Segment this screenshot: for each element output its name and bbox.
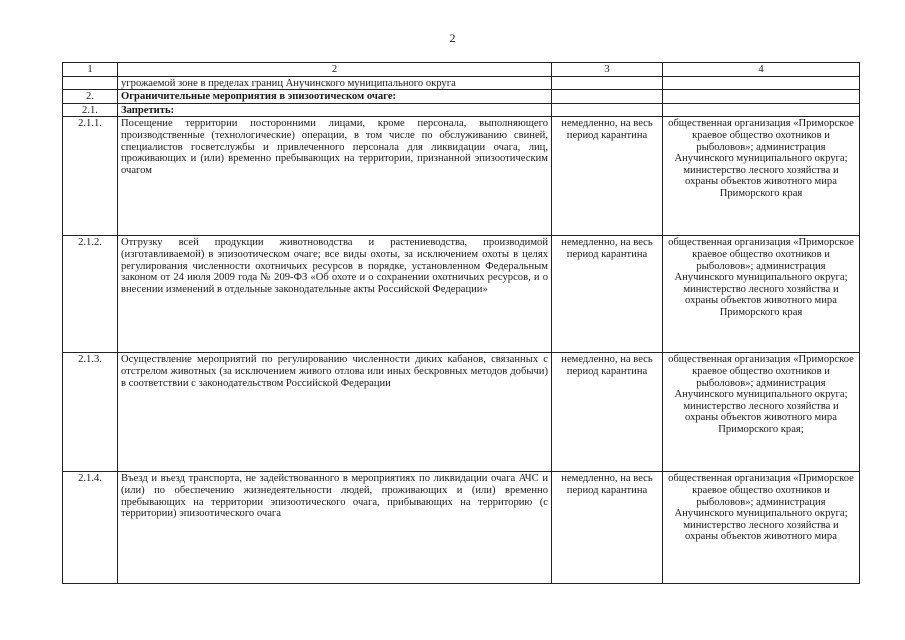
measures-table [62, 62, 860, 584]
term-cell: немедленно, на весь период карантина [552, 117, 663, 236]
table-row [63, 90, 860, 104]
measure-text: Отгрузку всей продукции животноводства и растениеводства, производимой (изготавливаемой) в эпизоотическом очаге; все виды охоты, за исключением охоты в целях регулирования численности охотничьих ресурсов в порядке, установленном Федеральным законом от 24 июля 2009 года № 209-ФЗ «Об охоте и о сохранении охотничьих ресурсов, и о внесении изменений в отдельные законодательные акты Российской Федерации» [118, 236, 552, 353]
responsible-cell: общественная организация «Приморское краевое общество охотников и рыболовов»; администрация Анучинского муниципального округа; министерство лесного хозяйства и охраны объектов животного мира [663, 472, 860, 584]
table-row [63, 353, 860, 472]
table-row [63, 117, 860, 236]
measure-text: Посещение территории посторонними лицами, кроме персонала, выполняющего производственные (технологические) операции, в том числе по обслуживанию свиней, специалистов госветслужбы и привлеченного персонала для ликвидации очага, лиц, проживающих и (или) временно пребывающих на территории, признанной эпизоотическим очагом [118, 117, 552, 236]
term-cell [552, 76, 663, 90]
responsible-cell: общественная организация «Приморское краевое общество охотников и рыболовов»; администрация Анучинского муниципального округа; министерство лесного хозяйства и охраны объектов животного мира Приморского края [663, 117, 860, 236]
responsible-cell [663, 90, 860, 104]
term-cell [552, 90, 663, 104]
row-number: 2.1.1. [63, 117, 118, 236]
page-number: 2 [449, 31, 456, 45]
column-header: 4 [663, 63, 860, 77]
measure-text: угрожаемой зоне в пределах границ Анучинского муниципального округа [118, 76, 552, 90]
row-number: 2. [63, 90, 118, 104]
table-row [63, 76, 860, 90]
measure-text: Въезд и въезд транспорта, не задействованного в мероприятиях по ликвидации очага АЧС и (или) по обеспечению жизнедеятельности людей, проживающих и (или) временно пребывающих на территории эпизоотического очага, прибывающих на территорию (с территории) эпизоотического очага [118, 472, 552, 584]
subsection-heading: Запретить: [118, 103, 552, 117]
responsible-cell [663, 76, 860, 90]
row-number [63, 76, 118, 90]
row-number: 2.1.2. [63, 236, 118, 353]
table-header-row [63, 63, 860, 77]
column-header: 3 [552, 63, 663, 77]
term-cell [552, 103, 663, 117]
responsible-cell: общественная организация «Приморское краевое общество охотников и рыболовов»; администрация Анучинского муниципального округа; министерство лесного хозяйства и охраны объектов животного мира Приморского края; [663, 353, 860, 472]
section-heading: Ограничительные мероприятия в эпизоотическом очаге: [118, 90, 552, 104]
table-row [63, 472, 860, 584]
term-cell: немедленно, на весь период карантина [552, 236, 663, 353]
responsible-cell: общественная организация «Приморское краевое общество охотников и рыболовов»; администрация Анучинского муниципального округа; министерство лесного хозяйства и охраны объектов животного мира Приморского края [663, 236, 860, 353]
term-cell: немедленно, на весь период карантина [552, 353, 663, 472]
responsible-cell [663, 103, 860, 117]
measure-text: Осуществление мероприятий по регулированию численности диких кабанов, связанных с отстрелом животных (за исключением живого отлова или иных бескровных методов добычи) в соответствии с законодательством Российской Федерации [118, 353, 552, 472]
column-header: 1 [63, 63, 118, 77]
column-header: 2 [118, 63, 552, 77]
row-number: 2.1. [63, 103, 118, 117]
row-number: 2.1.4. [63, 472, 118, 584]
term-cell: немедленно, на весь период карантина [552, 472, 663, 584]
table-row [63, 103, 860, 117]
row-number: 2.1.3. [63, 353, 118, 472]
table-row [63, 236, 860, 353]
